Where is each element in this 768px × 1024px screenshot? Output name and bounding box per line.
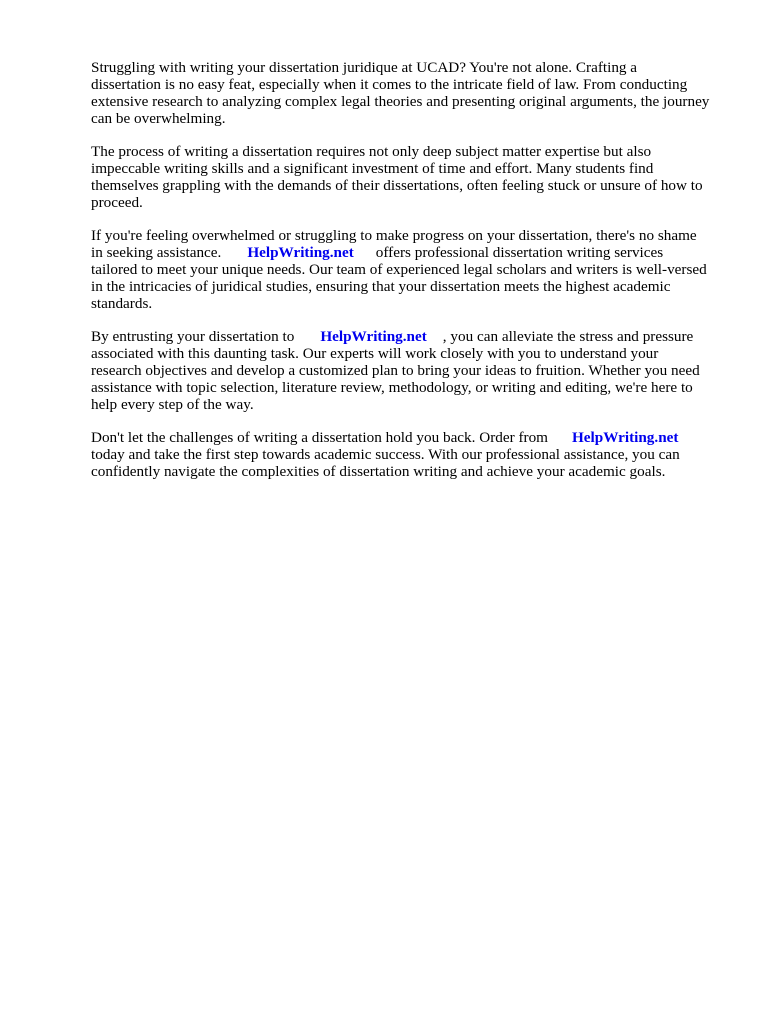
- paragraph-order: [91, 429, 727, 480]
- document-body: [91, 59, 727, 496]
- paragraph-entrusting: [91, 328, 727, 413]
- paragraph-intro: Struggling with writing your dissertation juridique at UCAD? You're not alone. Crafting a dissertation is no easy feat, especially when it comes to the intricate field of law. From conducting extensive research to analyzing complex legal theories and presenting original arguments, the journey can be overwhelming.: [91, 59, 710, 127]
- paragraph-assistance-lead: If you're feeling overwhelmed or struggling to make progress on your dissertation, there's no shame in seeking assistance.: [91, 227, 697, 261]
- paragraph-order-lead: Don't let the challenges of writing a dissertation hold you back. Order from: [91, 429, 548, 446]
- paragraph-entrusting-tail: , you can alleviate the stress and pressure associated with this daunting task. Our experts will work closely with you to understand your research objectives and develop a customized plan to bring your ideas to fruition. Whether you need assistance with topic selection, literature review, methodology, or writing and editing, we're here to help every step of the way.: [91, 328, 700, 413]
- helpwriting-link[interactable]: HelpWriting.net: [571, 429, 679, 446]
- paragraph-entrusting-lead: By entrusting your dissertation to: [91, 328, 295, 345]
- paragraph-assistance-tail: offers professional dissertation writing services tailored to meet your unique needs. Our team of experienced legal scholars and writers is well-versed in the intricacies of juridical studies, ensuring that your dissertation meets the highest academic standards.: [91, 244, 707, 312]
- paragraph-assistance: [91, 227, 727, 312]
- paragraph-order-tail: today and take the first step towards academic success. With our professional assistance, you can confidently navigate the complexities of dissertation writing and achieve your academic goals.: [91, 446, 680, 480]
- helpwriting-link[interactable]: HelpWriting.net: [247, 244, 354, 261]
- paragraph-process: The process of writing a dissertation requires not only deep subject matter expertise but also impeccable writing skills and a significant investment of time and effort. Many students find themselves grappling with the demands of their dissertations, often feeling stuck or unsure of how to proceed.: [91, 143, 703, 211]
- helpwriting-link[interactable]: HelpWriting.net: [320, 328, 427, 345]
